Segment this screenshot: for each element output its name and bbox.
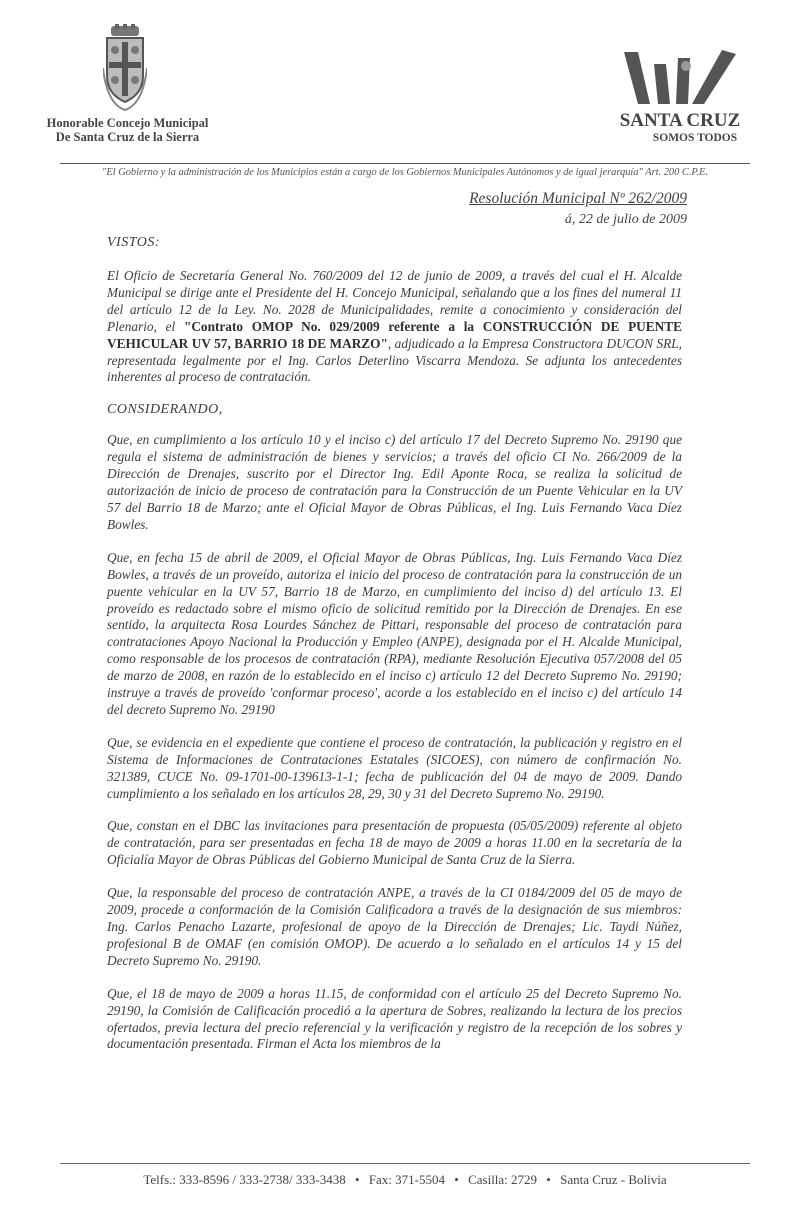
considerando-paragraph-5: Que, la responsable del proceso de contratación ANPE, a través de la CI 0184/2009 del 05 de mayo de 2009, procede a conformación de la Comisión Calificadora a través de la designación de sus miembros: Ing. Carlos Penacho Lazarte, profesional de apoyo de la Dirección de Drenajes; Lic. Taydi Núñez, profesional B de OMAF (en comisión OMOP). De acuerdo a lo señalado en el artículos 14 y 15 del Decreto Supremo No. 29190. — [107, 885, 682, 968]
santa-cruz-logo — [610, 44, 750, 144]
footer-separator: • — [546, 1172, 551, 1187]
footer-separator: • — [355, 1172, 360, 1187]
letterhead — [0, 0, 800, 190]
footer-divider — [60, 1163, 750, 1164]
considerando-heading: CONSIDERANDO, — [107, 402, 223, 418]
constitutional-motto: "El Gobierno y la administración de los Municipios están a cargo de los Gobiernos Municipales Autónomos y de igual jerarquía" Art. 200 C.P.E. — [102, 167, 708, 178]
contract-reference: "Contrato OMOP No. 029/2009 referente a la CONSTRUCCIÓN DE PUENTE VEHICULAR UV 57, BARRIO 18 DE MARZO" — [107, 318, 682, 351]
santa-cruz-logo-name: SANTA CRUZ — [619, 110, 741, 131]
considerando-paragraph-2: Que, en fecha 15 de abril de 2009, el Oficial Mayor de Obras Públicas, Ing. Luis Fernando Vaca Díez Bowles, a través de un proveído, autoriza el inicio del proceso de contratación para la construcción de un puente vehicular en la UV 57, Barrio 18 de Marzo, en cumplimiento del inciso d) del artículo 13. El proveído es redactado sobre el mismo oficio de solicitud remitido por la Dirección de Drenajes. En ese sentido, la arquitecta Rosa Lourdes Sánchez de Pittari, responsable del proceso de contratación para contrataciones Apoyo Nacional la Producción y Empleo (ANPE), designada por el H. Alcalde Municipal, como responsable de los procesos de contratación (RPA), mediante Resolución Ejecutiva 057/2008 del 05 de marzo de 2008, en razón de lo establecido en el inciso c) artículo 12 del Decreto Supremo No. 29190; instruye a través de proveído 'conformar proceso', acorde a los establecido en el inciso c) del artículo 14 del decreto Supremo No. 29190 — [107, 549, 682, 717]
header-divider — [60, 163, 750, 164]
council-name-line2: De Santa Cruz de la Sierra — [55, 130, 200, 144]
footer-city: Santa Cruz - Bolivia — [560, 1172, 667, 1187]
santa-cruz-logo-slogan: SOMOS TODOS — [652, 132, 738, 144]
considerando-paragraph-6: Que, el 18 de mayo de 2009 a horas 11.15, de conformidad con el artículo 25 del Decreto Supremo No. 29190, la Comisión de Calificación procedió a la apertura de Sobres, realizando la lectura de los precios ofertados, previa lectura del precio referencial y la verificación y registro de la recepción de los sobres y documentación presentada. Firman el Acta los miembros de la — [107, 985, 682, 1052]
footer-fax: Fax: 371-5504 — [368, 1172, 446, 1187]
vistos-text-end: , adjudicado a la Empresa Constructora DUCON SRL, representada legalmente por el Ing. Carlos Deterlino Viscarra Mendoza. Se adjunta los antecedentes inherentes al proceso de contratación. — [107, 335, 682, 385]
considerando-paragraph-3: Que, se evidencia en el expediente que contiene el proceso de contratación, la publicación y registro en el Sistema de Informaciones de Contrataciones Estatales (SICOES), con número de confirmación No. 321389, CUCE No. 09-1701-00-139613-1-1; fecha de publicación del 04 de mayo de 2009. Dando cumplimiento a los señalado en los artículos 28, 29, 30 y 31 del Decreto Supremo No. 29190. — [107, 734, 682, 801]
footer-separator: • — [454, 1172, 459, 1187]
coat-of-arms-icon — [103, 24, 147, 112]
footer-contact — [60, 1172, 750, 1188]
considerando-paragraph-1: Que, en cumplimiento a los artículo 10 y el inciso c) del artículo 17 del Decreto Supremo No. 29190 que regula el sistema de administración de bienes y servicios; a través del oficio CI No. 266/2009 de la Dirección de Drenajes, suscrito por el Director Ing. Edil Aponte Roca, se realiza la solicitud de autorización de inicio de proceso de contratación para la Construcción de un Puente Vehicular en la UV 57 del Barrio 18 de Marzo; ante el Oficial Mayor de Obras Públicas, el Ing. Luis Fernando Vaca Díez Bowles. — [107, 432, 682, 532]
resolution-number: Resolución Municipal Nº 262/2009 — [469, 190, 687, 207]
vistos-paragraph — [107, 268, 682, 386]
footer-phones: Telfs.: 333-8596 / 333-2738/ 333-3438 — [143, 1172, 346, 1187]
resolution-date: á, 22 de julio de 2009 — [564, 212, 687, 227]
document-body — [107, 235, 682, 1053]
council-name-line1: Honorable Concejo Municipal — [46, 116, 209, 130]
council-name — [20, 116, 235, 144]
considerando-paragraph-4: Que, constan en el DBC las invitaciones para presentación de propuesta (05/05/2009) referente al objeto de contratación, para ser presentadas en fecha 18 de mayo de 2009 a horas 11.00 en la secretaría de la Oficialía Mayor de Obras Públicas del Gobierno Municipal de Santa Cruz de la Sierra. — [107, 818, 682, 868]
vistos-text-start: El Oficio de Secretaría General No. 760/2009 del 12 de junio de 2009, a través del cual el H. Alcalde Municipal se dirige ante el Presidente del H. Concejo Municipal, señalando que a los fines del numeral 11 del artículo 12 de la Ley. No. 2028 de Municipalidades, remite a conocimiento y consideración del Plenario, el — [107, 268, 682, 334]
footer-casilla: Casilla: 2729 — [468, 1172, 538, 1187]
vistos-heading: VISTOS: — [107, 235, 161, 250]
